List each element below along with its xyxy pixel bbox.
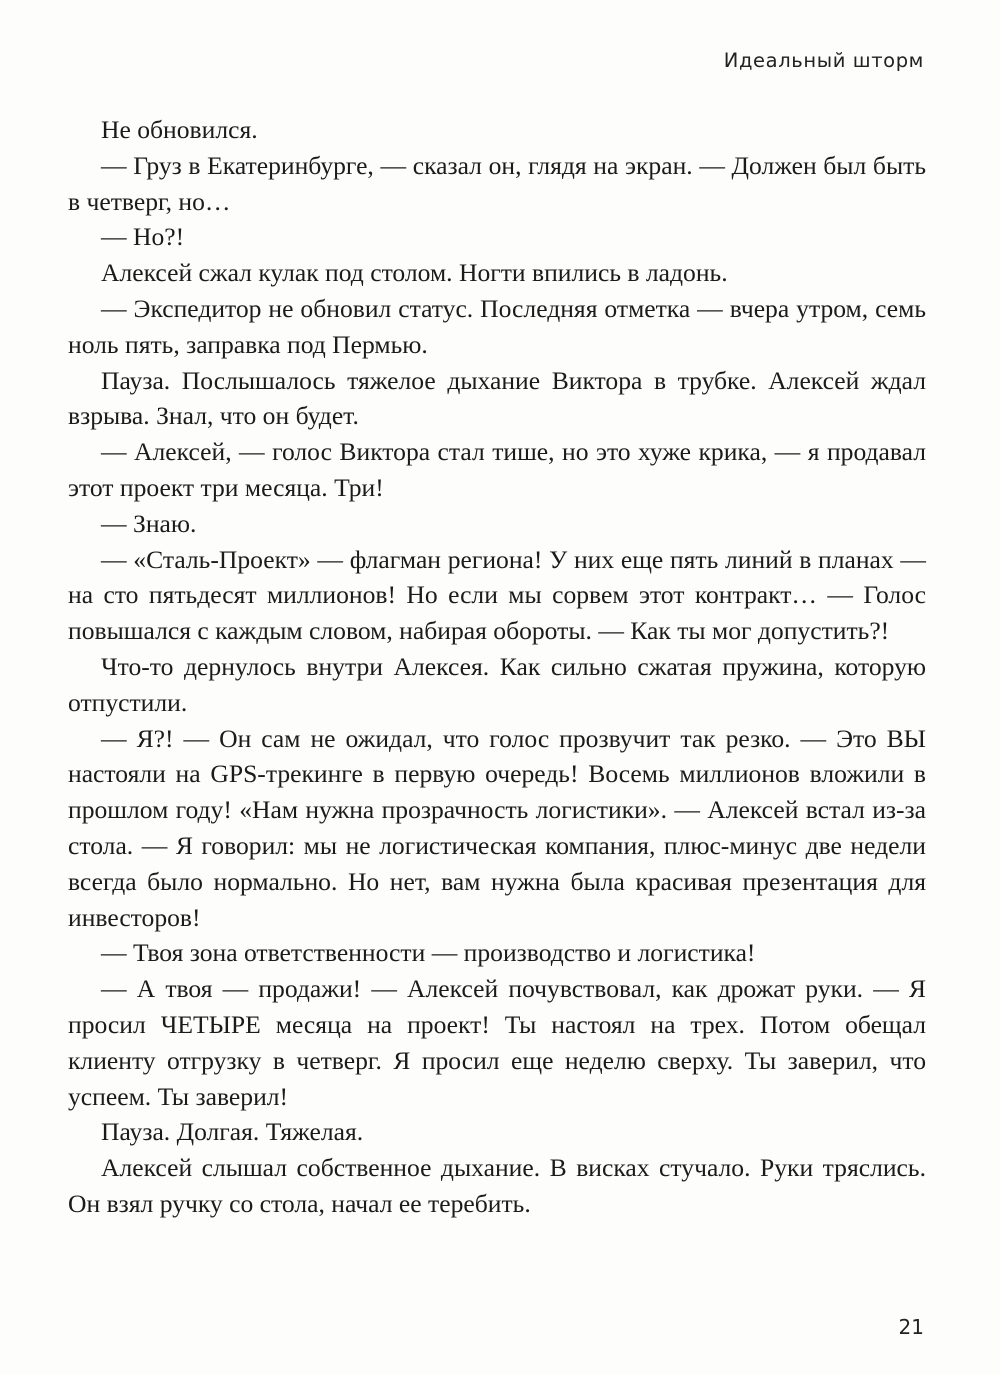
paragraph: Не обновился. bbox=[101, 115, 258, 144]
running-header: Идеальный шторм bbox=[723, 49, 924, 72]
paragraph: — А твоя — продажи! — Алексей почувствовал, как дрожат руки. — Я просил ЧЕТЫРЕ месяца на проект! Ты настоял на трех. Потом обещал клиенту отгрузку в четверг. Я просил еще неделю сверху. Ты заверил, что успеем. Ты заверил! bbox=[68, 974, 926, 1111]
paragraph: — Я?! — Он сам не ожидал, что голос прозвучит так резко. — Это ВЫ настояли на GPS-трекинге в первую очередь! Восемь миллионов вложили в прошлом году! «Нам нужна прозрачность логистики». — Алексей встал из-за стола. — Я говорил: мы не логистическая компания, плюс-минус две недели всегда было нормально. Но нет, вам нужна была красивая презентация для инвесторов! bbox=[68, 723, 926, 932]
paragraph: Алексей слышал собственное дыхание. В висках стучало. Руки тряслись. Он взял ручку со стола, начал ее теребить. bbox=[68, 1153, 926, 1218]
paragraph: — «Сталь-Проект» — флагман региона! У них еще пять линий в планах — на сто пятьдесят миллионов! Но если мы сорвем этот контракт… — Голос повышался с каждым словом, набирая обороты. — Как ты мог допустить?! bbox=[68, 544, 926, 646]
paragraph: Что-то дернулось внутри Алексея. Как сильно сжатая пружина, которую отпустили. bbox=[68, 651, 926, 717]
paragraph: — Но?! bbox=[101, 222, 185, 252]
paragraph: — Знаю. bbox=[101, 508, 197, 538]
paragraph: Алексей сжал кулак под столом. Ногти впились в ладонь. bbox=[101, 258, 728, 288]
paragraph: Пауза. Долгая. Тяжелая. bbox=[101, 1117, 364, 1147]
body-text bbox=[68, 112, 926, 1222]
page-number: 21 bbox=[898, 1315, 924, 1339]
paragraph: — Алексей, — голос Виктора стал тише, но это хуже крика, — я продавал этот проект три месяца. Три! bbox=[68, 437, 926, 502]
paragraph: — Груз в Екатеринбурге, — сказал он, глядя на экран. — Должен был быть в четверг, но… bbox=[68, 150, 926, 216]
paragraph: Пауза. Послышалось тяжелое дыхание Виктора в трубке. Алексей ждал взрыва. Знал, что он будет. bbox=[68, 365, 926, 431]
paragraph: — Твоя зона ответственности — производство и логистика! bbox=[101, 938, 756, 968]
paragraph: — Экспедитор не обновил статус. Последняя отметка — вчера утром, семь ноль пять, заправка под Пермью. bbox=[68, 293, 926, 359]
